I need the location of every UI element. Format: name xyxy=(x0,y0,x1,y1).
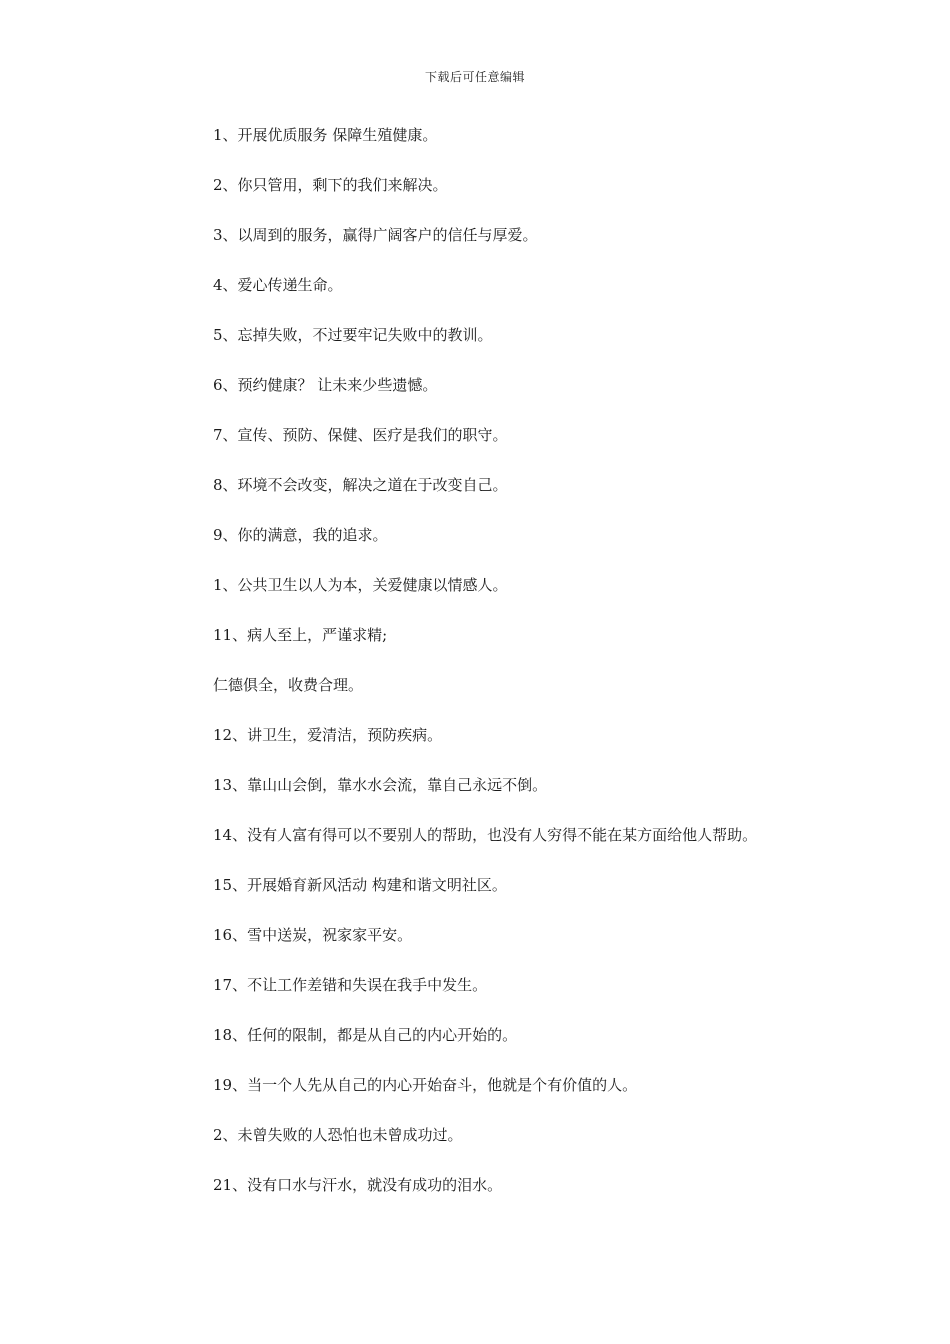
paragraph-22: 21、没有口水与汗水，就没有成功的泪水。 xyxy=(213,1176,503,1194)
paragraph-12: 仁德俱全，收费合理。 xyxy=(213,676,364,694)
paragraph-13: 12、讲卫生，爱清洁，预防疾病。 xyxy=(213,726,443,744)
paragraph-11: 11、病人至上，严谨求精; xyxy=(213,626,388,644)
paragraph-14: 13、靠山山会倒，靠水水会流，靠自己永远不倒。 xyxy=(213,776,548,794)
page-header: 下载后可任意编辑 xyxy=(424,70,525,84)
paragraph-4: 4、爱心传递生命。 xyxy=(213,276,343,294)
paragraph-8: 8、环境不会改变，解决之道在于改变自己。 xyxy=(213,476,508,494)
paragraph-15: 14、没有人富有得可以不要别人的帮助，也没有人穷得不能在某方面给他人帮助。 xyxy=(213,826,758,844)
document-body xyxy=(181,123,781,1223)
paragraph-7: 7、宣传、预防、保健、医疗是我们的职守。 xyxy=(213,426,508,444)
paragraph-19: 18、任何的限制，都是从自己的内心开始的。 xyxy=(213,1026,518,1044)
paragraph-5: 5、忘掉失败，不过要牢记失败中的教训。 xyxy=(213,326,493,344)
paragraph-21: 2、未曾失败的人恐怕也未曾成功过。 xyxy=(213,1126,463,1144)
paragraph-6: 6、预约健康？ 让未来少些遗憾。 xyxy=(213,376,438,394)
paragraph-1: 1、开展优质服务 保障生殖健康。 xyxy=(213,126,438,144)
paragraph-9: 9、你的满意，我的追求。 xyxy=(213,526,388,544)
paragraph-10: 1、公共卫生以人为本，关爱健康以情感人。 xyxy=(213,576,508,594)
paragraph-16: 15、开展婚育新风活动 构建和谐文明社区。 xyxy=(213,876,507,894)
paragraph-18: 17、不让工作差错和失误在我手中发生。 xyxy=(213,976,488,994)
paragraph-2: 2、你只管用，剩下的我们来解决。 xyxy=(213,176,448,194)
paragraph-3: 3、以周到的服务，赢得广阔客户的信任与厚爱。 xyxy=(213,226,538,244)
paragraph-17: 16、雪中送炭，祝家家平安。 xyxy=(213,926,413,944)
paragraph-20: 19、当一个人先从自己的内心开始奋斗，他就是个有价值的人。 xyxy=(213,1076,638,1094)
